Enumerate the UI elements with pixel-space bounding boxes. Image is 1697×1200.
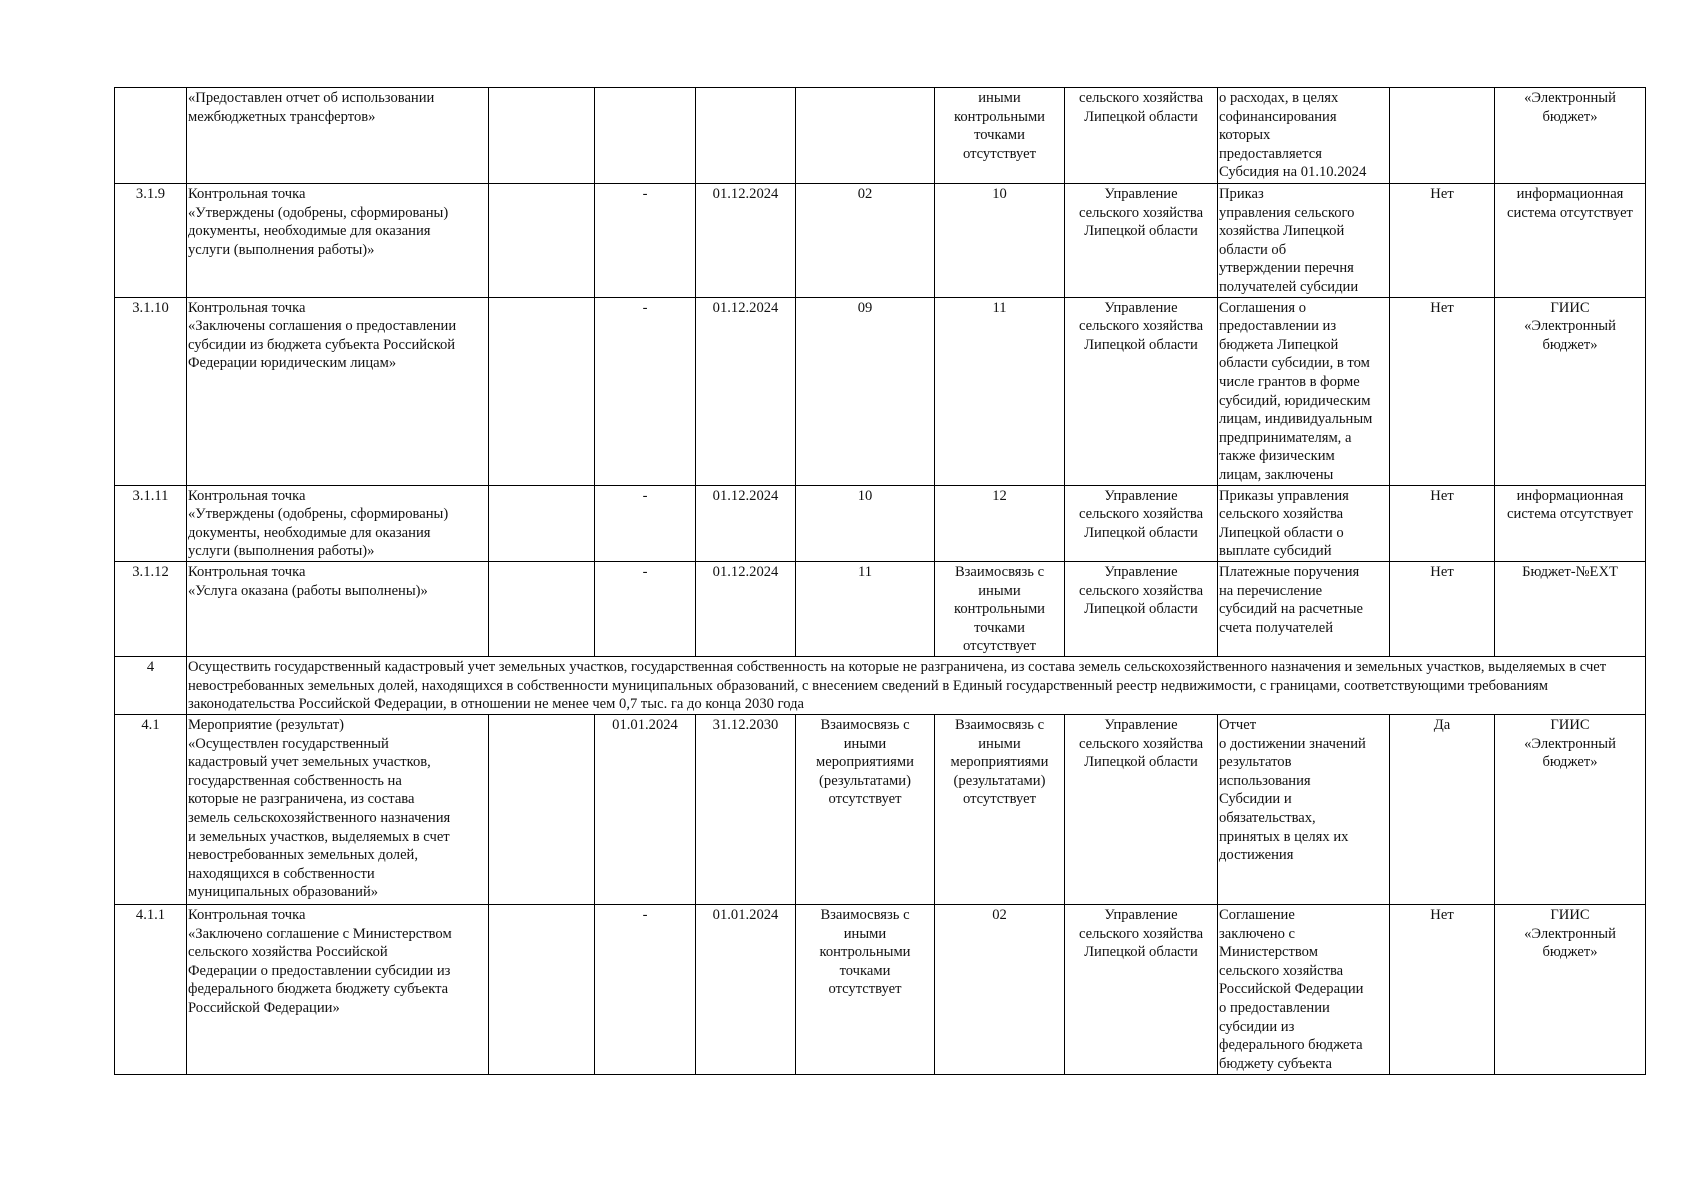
row-name: «Предоставлен отчет об использовании межбюджетных трансфертов» (187, 88, 489, 184)
row-name: Контрольная точка «Утверждены (одобрены, сформированы) документы, необходимые для оказания услуги (выполнения работы)» (187, 485, 489, 561)
row-responsible: Управление сельского хозяйства Липецкой области (1065, 904, 1218, 1074)
row-approval: Да (1390, 714, 1495, 904)
row-next: Взаимосвязь с иными мероприятиями (результатами) отсутствует (935, 714, 1065, 904)
row-document: Отчет о достижении значений результатов использования Субсидии и обязательствах, принятых в целях их достижения (1218, 714, 1390, 904)
row-start: - (595, 904, 696, 1074)
row-document: о расходах, в целях софинансирования которых предоставляется Субсидия на 01.10.2024 (1218, 88, 1390, 184)
row-col3 (489, 88, 595, 184)
row-prev: 02 (796, 184, 935, 298)
section-row (115, 656, 1646, 714)
row-approval (1390, 88, 1495, 184)
section-text: Осуществить государственный кадастровый учет земельных участков, государственная собственность на которые не разграничена, из состава земель сельскохозяйственного назначения и земельных участков, выделяемых в счет невостребованных земельных долей, находящихся в собственности муниципальных образований, с внесением сведений в Единый государственный реестр недвижимости, с границами, соответствующими требованиям законодательства Российской Федерации, в отношении не менее чем 0,7 тыс. га до конца 2030 года (187, 656, 1646, 714)
row-prev (796, 88, 935, 184)
row-name: Контрольная точка «Заключены соглашения о предоставлении субсидии из бюджета субъекта Российской Федерации юридическим лицам» (187, 297, 489, 485)
row-next: 11 (935, 297, 1065, 485)
row-start (595, 88, 696, 184)
row-number: 3.1.10 (115, 297, 187, 485)
row-end: 01.12.2024 (696, 297, 796, 485)
table-row (115, 561, 1646, 656)
row-document: Платежные поручения на перечисление субсидий на расчетные счета получателей (1218, 561, 1390, 656)
row-approval: Нет (1390, 485, 1495, 561)
row-col3 (489, 561, 595, 656)
row-number: 3.1.11 (115, 485, 187, 561)
row-col3 (489, 485, 595, 561)
row-end: 01.12.2024 (696, 184, 796, 298)
row-end: 31.12.2030 (696, 714, 796, 904)
row-system: ГИИС «Электронный бюджет» (1495, 297, 1646, 485)
row-name: Контрольная точка «Заключено соглашение с Министерством сельского хозяйства Российской Федерации о предоставлении субсидии из федерального бюджета бюджету субъекта Российской Федерации» (187, 904, 489, 1074)
row-end (696, 88, 796, 184)
row-system: информационная система отсутствует (1495, 485, 1646, 561)
row-system: Бюджет-№ЕХТ (1495, 561, 1646, 656)
row-start: - (595, 561, 696, 656)
table-row (115, 485, 1646, 561)
row-system: «Электронный бюджет» (1495, 88, 1646, 184)
table-row (115, 714, 1646, 904)
row-approval: Нет (1390, 561, 1495, 656)
row-number (115, 88, 187, 184)
row-end: 01.12.2024 (696, 485, 796, 561)
row-approval: Нет (1390, 904, 1495, 1074)
row-start: 01.01.2024 (595, 714, 696, 904)
table-row (115, 904, 1646, 1074)
row-next: Взаимосвязь с иными контрольными точками отсутствует (935, 561, 1065, 656)
row-prev: 10 (796, 485, 935, 561)
row-prev: Взаимосвязь с иными контрольными точками отсутствует (796, 904, 935, 1074)
row-responsible: Управление сельского хозяйства Липецкой области (1065, 485, 1218, 561)
row-prev: 09 (796, 297, 935, 485)
table-row (115, 297, 1646, 485)
row-responsible: Управление сельского хозяйства Липецкой области (1065, 561, 1218, 656)
row-number: 4.1.1 (115, 904, 187, 1074)
row-system: ГИИС «Электронный бюджет» (1495, 904, 1646, 1074)
row-document: Соглашение заключено с Министерством сельского хозяйства Российской Федерации о предоставлении субсидии из федерального бюджета бюджету субъекта (1218, 904, 1390, 1074)
row-name: Контрольная точка «Утверждены (одобрены, сформированы) документы, необходимые для оказания услуги (выполнения работы)» (187, 184, 489, 298)
row-responsible: Управление сельского хозяйства Липецкой области (1065, 184, 1218, 298)
row-number: 3.1.9 (115, 184, 187, 298)
row-prev: Взаимосвязь с иными мероприятиями (результатами) отсутствует (796, 714, 935, 904)
row-start: - (595, 485, 696, 561)
row-start: - (595, 297, 696, 485)
row-document: Соглашения о предоставлении из бюджета Липецкой области субсидии, в том числе грантов в форме субсидий, юридическим лицам, индивидуальным предпринимателям, а также физическим лицам, заключены (1218, 297, 1390, 485)
row-number: 3.1.12 (115, 561, 187, 656)
row-number: 4.1 (115, 714, 187, 904)
section-number: 4 (115, 656, 187, 714)
row-document: Приказ управления сельского хозяйства Липецкой области об утверждении перечня получателей субсидии (1218, 184, 1390, 298)
row-prev: 11 (796, 561, 935, 656)
row-approval: Нет (1390, 297, 1495, 485)
row-responsible: сельского хозяйства Липецкой области (1065, 88, 1218, 184)
row-responsible: Управление сельского хозяйства Липецкой области (1065, 714, 1218, 904)
row-name: Контрольная точка «Услуга оказана (работы выполнены)» (187, 561, 489, 656)
table-row (115, 88, 1646, 184)
row-next: иными контрольными точками отсутствует (935, 88, 1065, 184)
row-name: Мероприятие (результат) «Осуществлен государственный кадастровый учет земельных участков, государственная собственность на которые не разграничена, из состава земель сельскохозяйственного назначения и земельных участков, выделяемых в счет невостребованных земельных долей, находящихся в собственности муниципальных образований» (187, 714, 489, 904)
table-row (115, 184, 1646, 298)
row-system: ГИИС «Электронный бюджет» (1495, 714, 1646, 904)
row-document: Приказы управления сельского хозяйства Липецкой области о выплате субсидий (1218, 485, 1390, 561)
row-next: 02 (935, 904, 1065, 1074)
row-system: информационная система отсутствует (1495, 184, 1646, 298)
row-start: - (595, 184, 696, 298)
row-responsible: Управление сельского хозяйства Липецкой области (1065, 297, 1218, 485)
row-col3 (489, 904, 595, 1074)
row-col3 (489, 297, 595, 485)
row-col3 (489, 184, 595, 298)
plan-table (114, 87, 1646, 1075)
row-next: 10 (935, 184, 1065, 298)
row-col3 (489, 714, 595, 904)
row-approval: Нет (1390, 184, 1495, 298)
row-next: 12 (935, 485, 1065, 561)
row-end: 01.12.2024 (696, 561, 796, 656)
row-end: 01.01.2024 (696, 904, 796, 1074)
